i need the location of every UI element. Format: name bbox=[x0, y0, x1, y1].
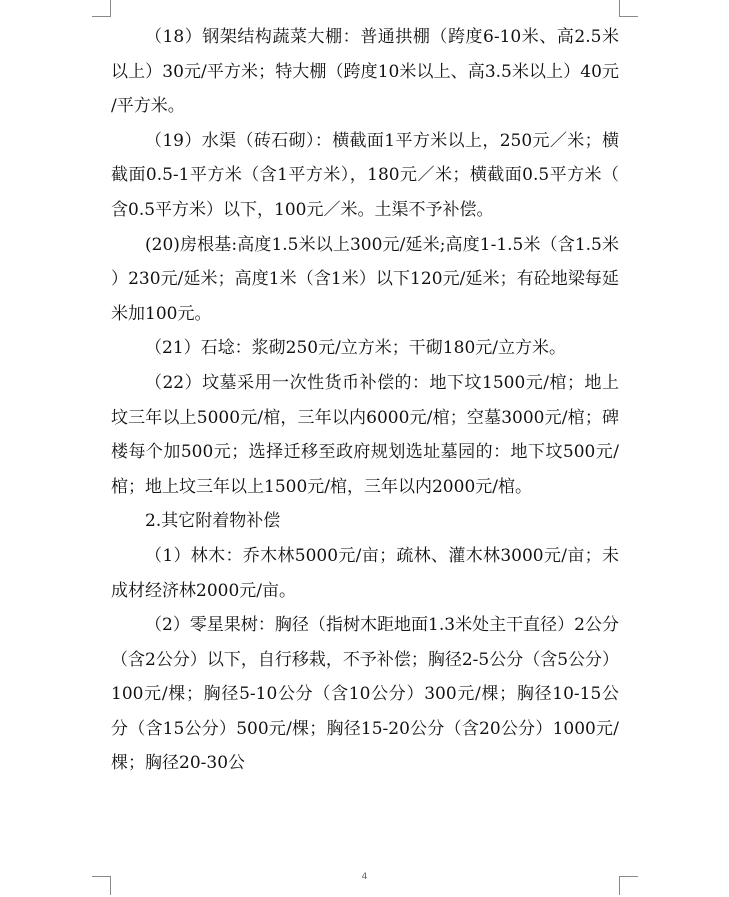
page-number: 4 bbox=[361, 872, 368, 882]
document-body bbox=[111, 20, 619, 781]
crop-mark-top-left bbox=[92, 0, 111, 17]
paragraph-house-foundation: (20)房根基:高度1.5米以上300元/延米;高度1-1.5米（含1.5米）230元/延米；高度1米（含1米）以下120元/延米；有砼地梁每延米加100元。 bbox=[111, 234, 619, 324]
paragraph-stone-embankment: （21）石埝：浆砌250元/立方米；干砌180元/立方米。 bbox=[145, 338, 566, 359]
section-heading-other-attachments: 2.其它附着物补偿 bbox=[145, 511, 281, 532]
paragraph-greenhouse: （18）钢架结构蔬菜大棚：普通拱棚（跨度6-10米、高2.5米以上）30元/平方米；特大棚（跨度10米以上、高3.5米以上）40元/平方米。 bbox=[111, 27, 619, 117]
paragraph-water-channel: （19）水渠（砖石砌）：横截面1平方米以上，250元／米；横截面0.5-1平方米（含1平方米），180元／米；横截面0.5平方米（含0.5平方米）以下，100元／米。土渠不予补偿。 bbox=[111, 130, 619, 220]
paragraph-graves: （22）坟墓采用一次性货币补偿的：地下坟1500元/棺；地上坟三年以上5000元/棺，三年以内6000元/棺；空墓3000元/棺；碑楼每个加500元；选择迁移至政府规划选址墓园的：地下坟500元/棺；地上坟三年以上1500元/棺，三年以内2000元/棺。 bbox=[111, 372, 619, 497]
paragraph-fruit-trees: （2）零星果树：胸径（指树木距地面1.3米处主干直径）2公分（含2公分）以下，自行移栽，不予补偿；胸径2-5公分（含5公分）100元/棵；胸径5-10公分（含10公分）300元/棵；胸径10-15公分（含15公分）500元/棵；胸径15-20公分（含20公分）1000元/棵；胸径20-30公 bbox=[111, 615, 620, 774]
crop-mark-top-right bbox=[619, 0, 638, 17]
paragraph-forest: （1）林木：乔木林5000元/亩；疏林、灌木林3000元/亩；未成材经济林2000元/亩。 bbox=[111, 545, 619, 601]
